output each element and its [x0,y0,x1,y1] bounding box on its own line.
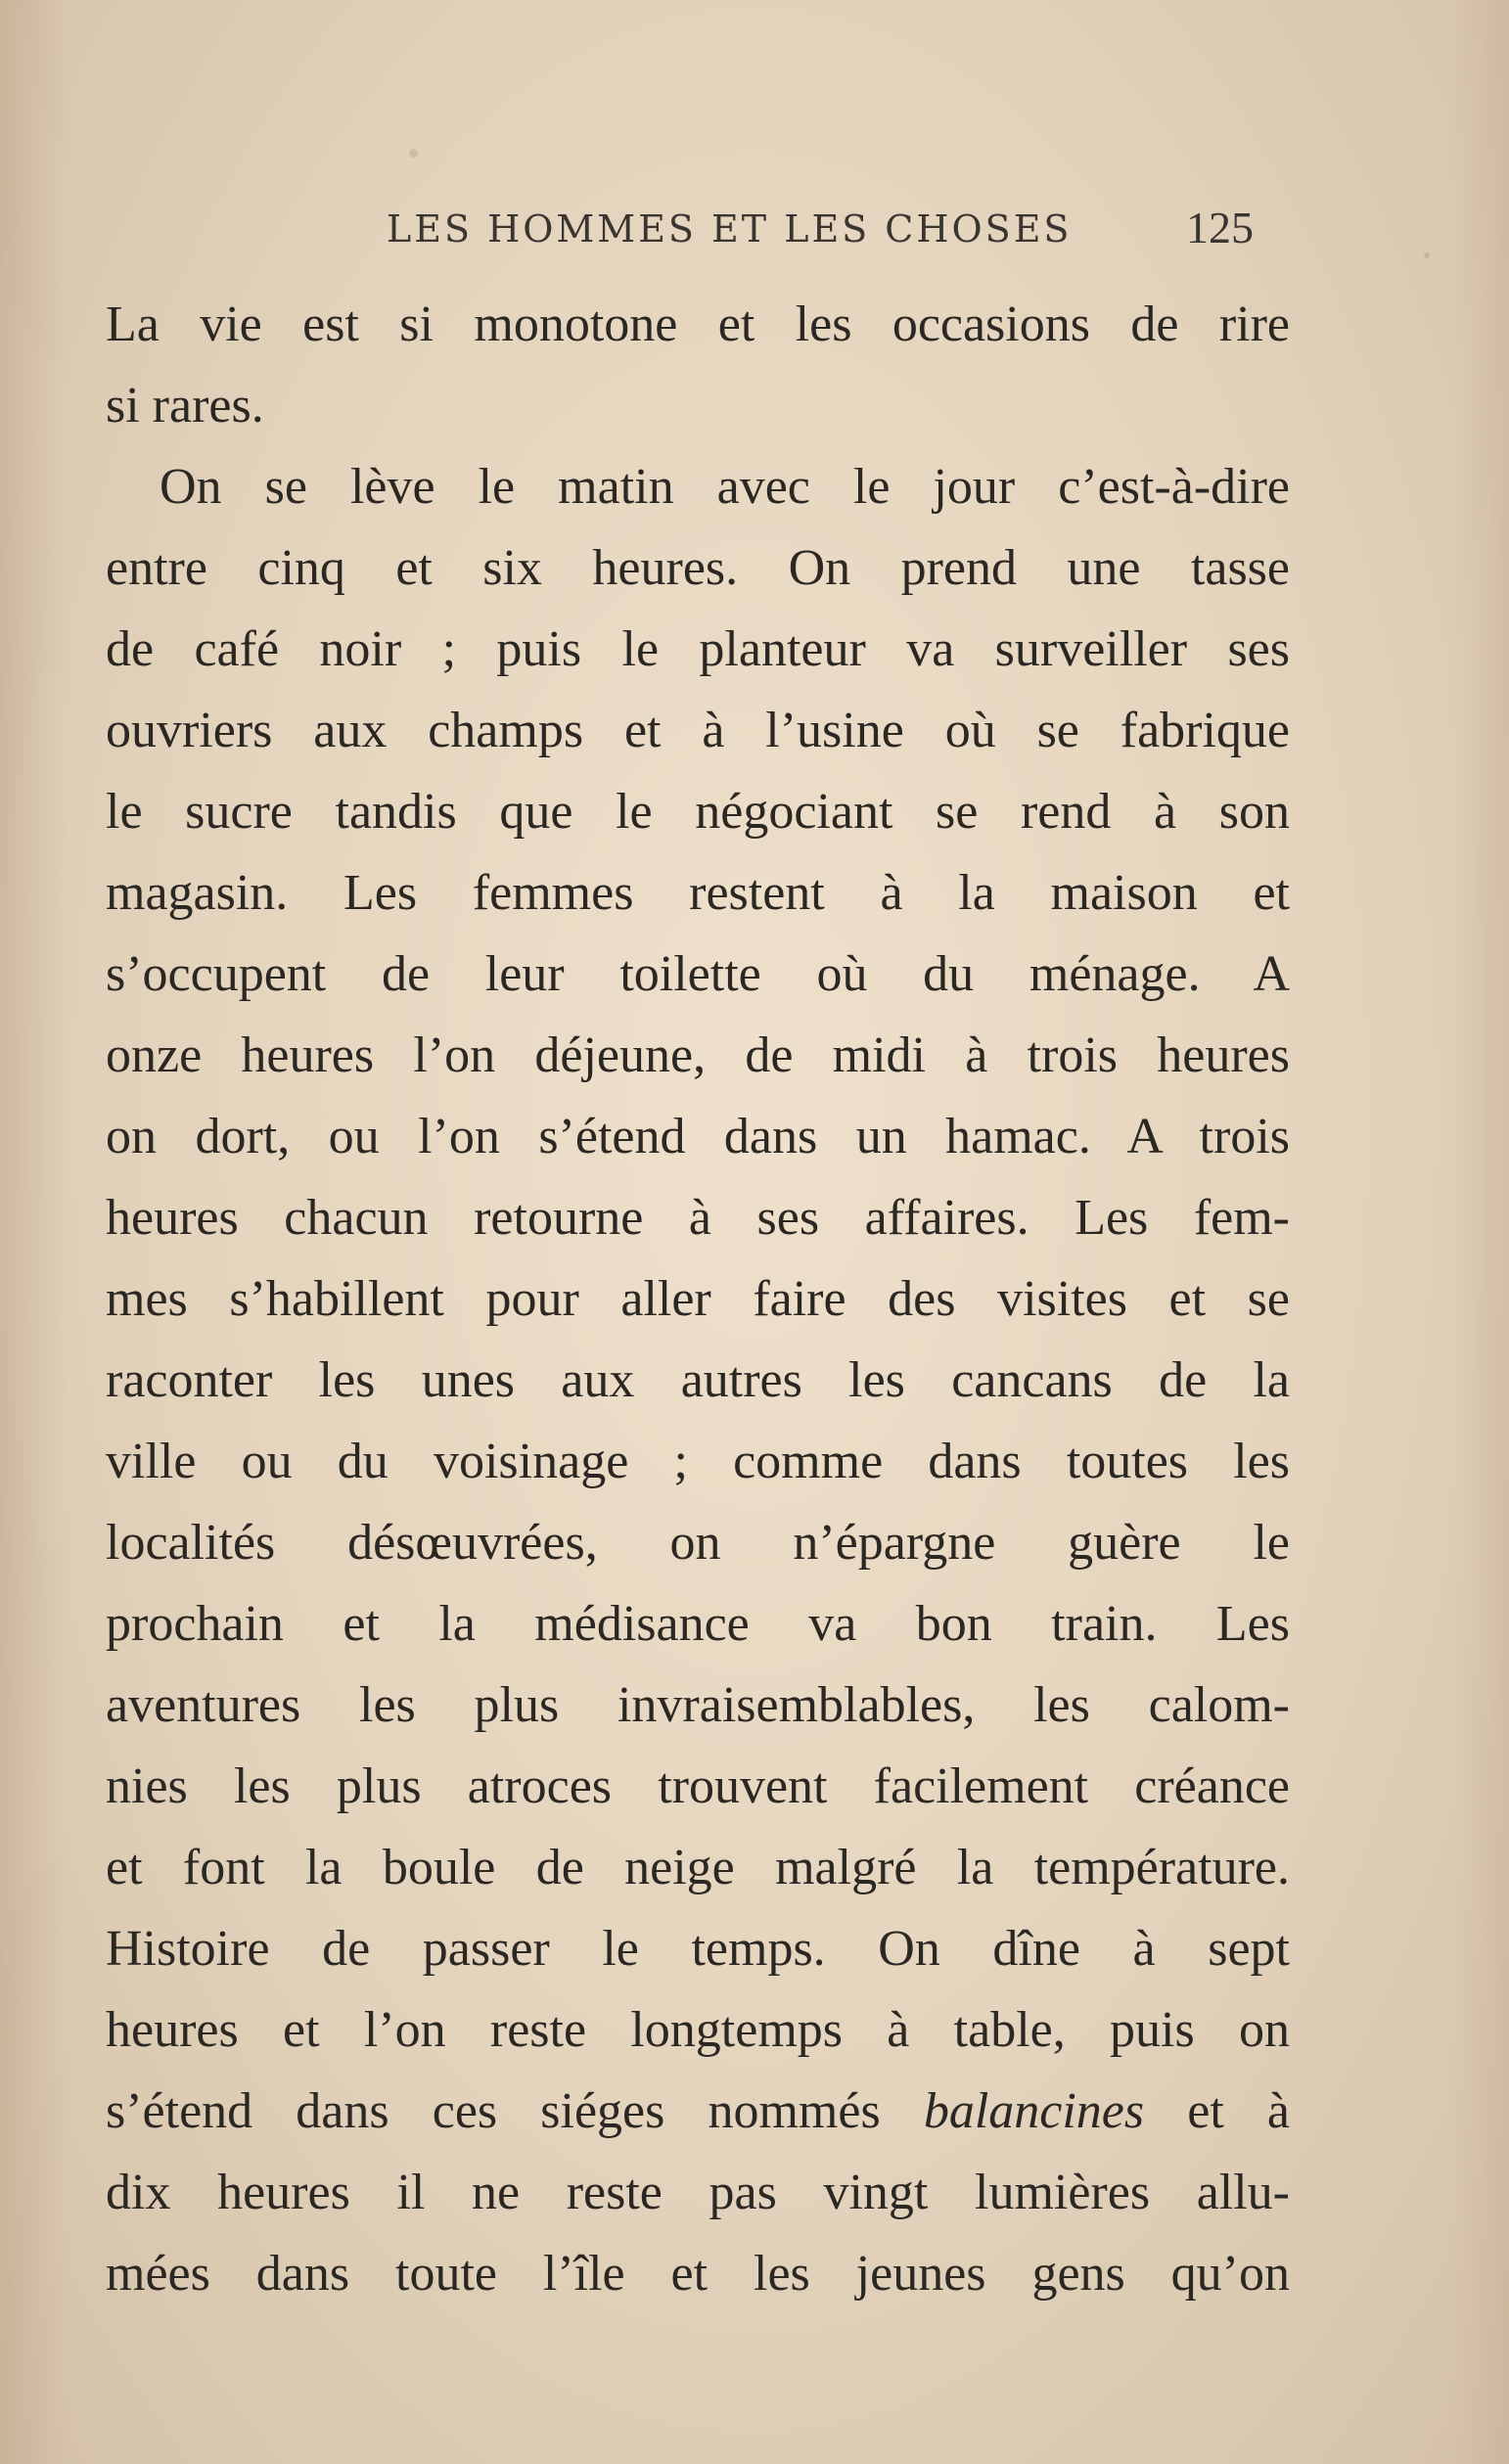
text-line: de café noir ; puis le planteur va surveiller ses [106,621,1290,677]
text-line: entre cinq et six heures. On prend une tasse [106,540,1290,596]
text-line: Histoire de passer le temps. On dîne à sept [106,1921,1290,1977]
text-line: aventures les plus invraisemblables, les calom- [106,1677,1290,1733]
text-line: onze heures l’on déjeune, de midi à trois heures [106,1027,1290,1083]
page-edge-shadow-right [1450,0,1509,2464]
text-line: raconter les unes aux autres les cancans de la [106,1352,1290,1408]
body-text [106,284,1290,2314]
text-line: dix heures il ne reste pas vingt lumières allu- [106,2165,1290,2220]
text-line: et font la boule de neige malgré la température. [106,1840,1290,1895]
page-edge-shadow-left [0,0,69,2464]
text-line: mes s’habillent pour aller faire des visites et se [106,1271,1290,1327]
text-line: prochain et la médisance va bon train. Les [106,1596,1290,1652]
foxing-spot [409,149,418,158]
text-line: le sucre tandis que le négociant se rend à son [106,784,1290,840]
text-line: ville ou du voisinage ; comme dans toutes les [106,1434,1290,1489]
italic-term: balancines [923,2083,1145,2139]
text-line: On se lève le matin avec le jour c’est-à-dire [160,459,1290,515]
foxing-spot [1424,252,1430,258]
text-line: localités désœuvrées, on n’épargne guère le [106,1515,1290,1571]
running-head: LES HOMMES ET LES CHOSES [387,207,1073,251]
text-line: ouvriers aux champs et à l’usine où se fabrique [106,703,1290,758]
text-line: heures et l’on reste longtemps à table, puis on [106,2002,1290,2058]
page-number: 125 [1186,203,1254,252]
text-line: magasin. Les femmes restent à la maison et [106,865,1290,921]
text-line: on dort, ou l’on s’étend dans un hamac. A trois [106,1109,1290,1164]
text-line-with-italic [106,2071,1290,2152]
text-line: mées dans toute l’île et les jeunes gens qu’on [106,2246,1290,2302]
text-line: La vie est si monotone et les occasions de rire [106,297,1290,352]
text-line: si rares. [106,378,264,433]
text-segment: et à [1144,2083,1290,2139]
text-line: s’occupent de leur toilette où du ménage. A [106,946,1290,1002]
text-line: nies les plus atroces trouvent facilement créance [106,1758,1290,1814]
text-segment: s’étend dans ces siéges nommés [106,2083,924,2139]
text-line: heures chacun retourne à ses affaires. Les fem- [106,1190,1290,1246]
